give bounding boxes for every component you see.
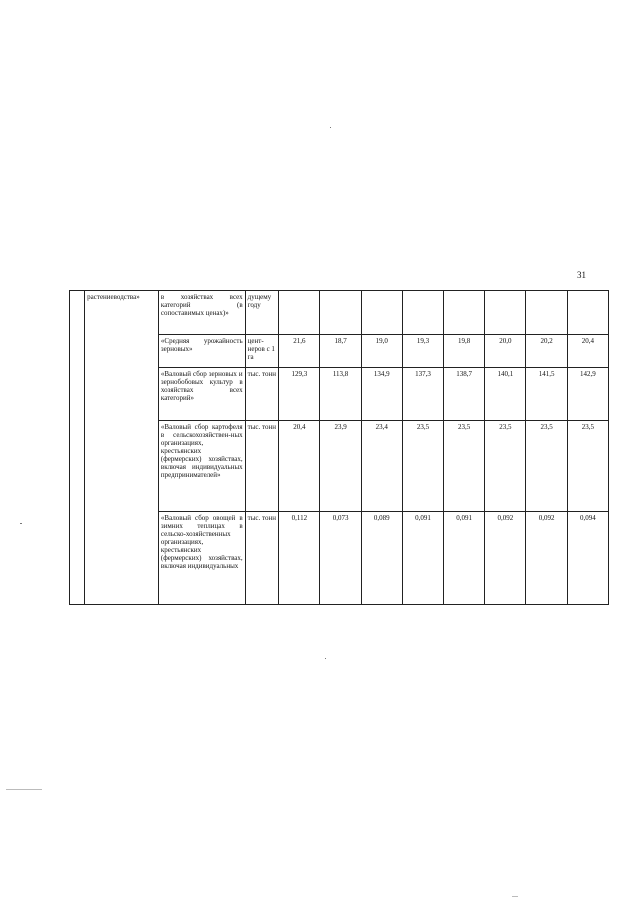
value-cell [361,291,402,335]
value-cell: 23,5 [444,421,485,512]
scan-speck [512,896,518,897]
value-cell: 0,092 [526,512,567,605]
indicator-cell: «Валовый сбор картофеля в сельскохозяйствен-ных организациях, крестьянских (фермерских) хозяйствах, включая индивидуальных предпринимателей» [158,421,245,512]
indicator-cell: в хозяйствах всех категорий (в сопоставимых ценах)» [158,291,245,335]
value-cell [485,291,526,335]
scan-speck [6,789,42,790]
value-cell: 0,112 [279,512,320,605]
value-cell: 0,092 [485,512,526,605]
value-cell: 0,073 [320,512,361,605]
value-cell: 0,091 [444,512,485,605]
value-cell: 138,7 [444,368,485,421]
value-cell: 18,7 [320,335,361,368]
indicator-cell: «Средняя урожайность зерновых» [158,335,245,368]
value-cell: 20,4 [279,421,320,512]
value-cell: 0,091 [402,512,443,605]
section-label-cell: растениеводства» [85,291,159,605]
scan-speck [325,658,326,659]
value-cell [320,291,361,335]
value-cell: 142,9 [567,368,608,421]
value-cell [402,291,443,335]
table-row [70,291,609,335]
indicator-cell: «Валовый сбор зерновых и зернобобовых культур в хозяйствах всех категорий» [158,368,245,421]
value-cell: 0,094 [567,512,608,605]
value-cell: 23,5 [402,421,443,512]
value-cell: 19,8 [444,335,485,368]
unit-cell: цент-неров с 1 га [245,335,279,368]
value-cell: 140,1 [485,368,526,421]
value-cell: 19,3 [402,335,443,368]
value-cell [444,291,485,335]
value-cell [279,291,320,335]
unit-cell: дущему году [245,291,279,335]
unit-cell: тыс. тонн [245,421,279,512]
indicator-cell: «Валовый сбор овощей в зимних теплицах в сельско-хозяйственных организациях, крестьянских (фермерских) хозяйствах, включая индивидуальных [158,512,245,605]
value-cell: 23,9 [320,421,361,512]
value-cell: 0,089 [361,512,402,605]
value-cell: 129,3 [279,368,320,421]
scan-speck [20,523,22,524]
value-cell: 141,5 [526,368,567,421]
unit-cell: тыс. тонн [245,368,279,421]
value-cell: 20,4 [567,335,608,368]
value-cell: 23,5 [485,421,526,512]
row-number-cell [70,291,85,605]
page-number: 31 [577,270,586,280]
value-cell: 134,9 [361,368,402,421]
value-cell [567,291,608,335]
value-cell: 113,8 [320,368,361,421]
value-cell: 21,6 [279,335,320,368]
value-cell: 23,5 [567,421,608,512]
value-cell: 23,4 [361,421,402,512]
value-cell: 20,0 [485,335,526,368]
scan-speck [330,127,331,128]
value-cell: 23,5 [526,421,567,512]
value-cell [526,291,567,335]
indicators-table [69,290,609,605]
value-cell: 20,2 [526,335,567,368]
unit-cell: тыс. тонн [245,512,279,605]
value-cell: 19,0 [361,335,402,368]
value-cell: 137,3 [402,368,443,421]
